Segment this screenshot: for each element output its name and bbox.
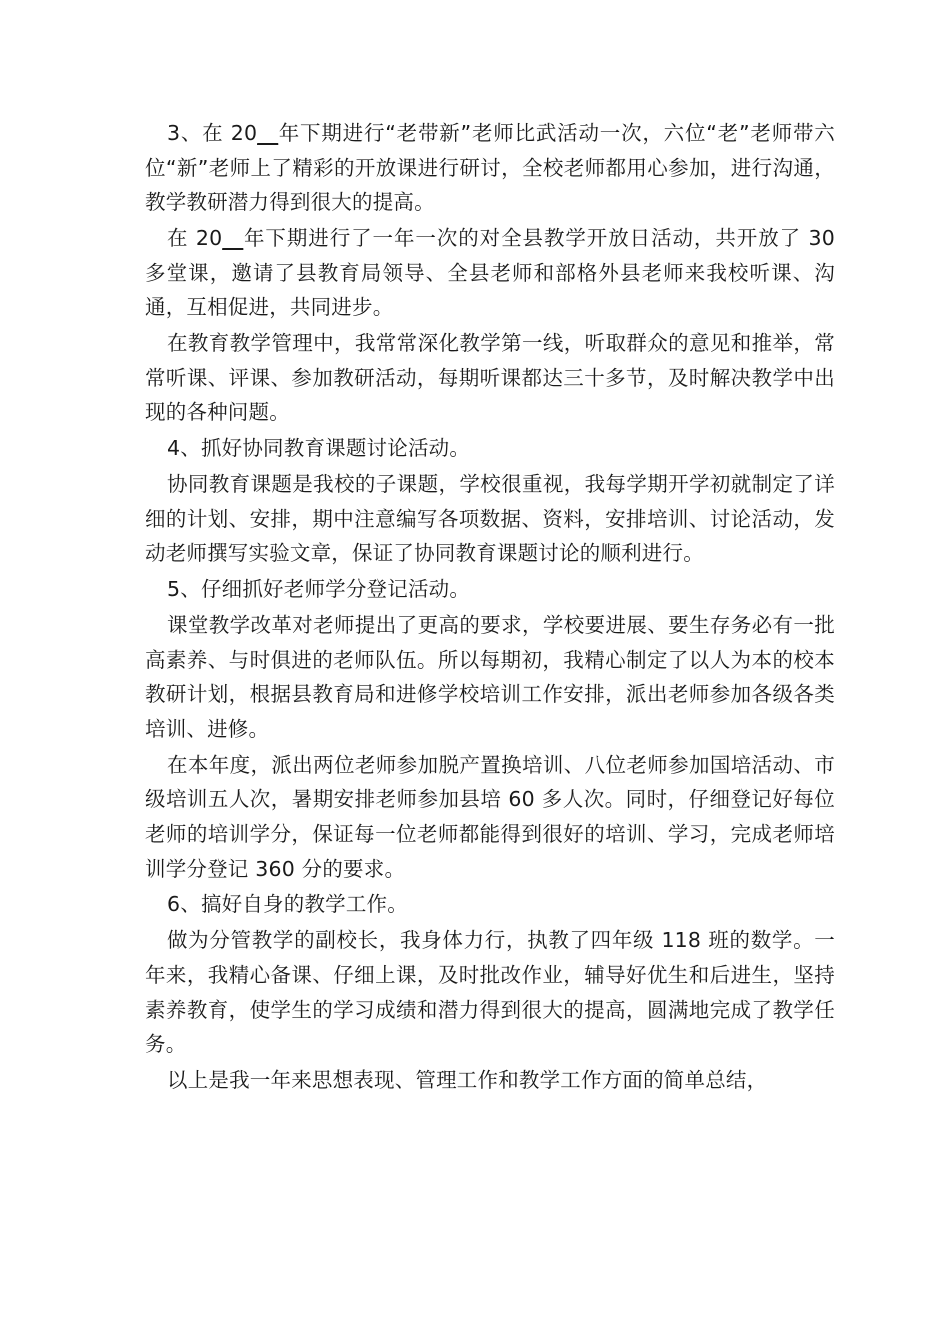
- paragraph-text-rest: 年下期进行了一年一次的对全县教学开放日活动，共开放了 30 多堂课，邀请了县教育局领导、全县老师和部格外县老师来我校听课、沟通，互相促进，共同进步。: [145, 226, 835, 320]
- document-body: [145, 116, 835, 1098]
- paragraph-research-topic: 协同教育课题是我校的子课题，学校很重视，我每学期开学初就制定了详细的计划、安排，期中注意编写各项数据、资料，安排培训、讨论活动，发动老师撰写实验文章，保证了协同教育课题讨论的顺利进行。: [145, 472, 835, 566]
- paragraph-text-lead: 3、在 20: [167, 121, 258, 145]
- paragraph-teacher-competition: [145, 116, 835, 220]
- paragraph-summary: 以上是我一年来思想表现、管理工作和教学工作方面的简单总结，: [167, 1068, 768, 1092]
- year-blank: __: [257, 121, 279, 145]
- year-blank: __: [222, 226, 244, 251]
- heading-item-4: 4、抓好协同教育课题讨论活动。: [167, 436, 471, 461]
- paragraph-management: 在教育教学管理中，我常常深化教学第一线，听取群众的意见和推举，常常听课、评课、参加教研活动，每期听课都达三十多节，及时解决教学中出现的各种问题。: [145, 331, 835, 425]
- heading-item-5: 5、仔细抓好老师学分登记活动。: [167, 577, 471, 602]
- paragraph-training: 在本年度，派出两位老师参加脱产置换培训、八位老师参加国培活动、市级培训五人次，暑期安排老师参加县培 60 多人次。同时，仔细登记好每位老师的培训学分，保证每一位老师都能得到很好的培训、学习，完成老师培训学分登记 360 分的要求。: [145, 752, 835, 881]
- paragraph-open-day: [145, 221, 835, 325]
- paragraph-teaching-reform: 课堂教学改革对老师提出了更高的要求，学校要进展、要生存务必有一批高素养、与时俱进的老师队伍。所以每期初，我精心制定了以人为本的校本教研计划，根据县教育局和进修学校培训工作安排，派出老师参加各级各类培训、进修。: [145, 613, 835, 741]
- heading-item-6: 6、搞好自身的教学工作。: [167, 892, 408, 917]
- paragraph-own-teaching: 做为分管教学的副校长，我身体力行，执教了四年级 118 班的数学。一年来，我精心备课、仔细上课，及时批改作业，辅导好优生和后进生，坚持素养教育，使学生的学习成绩和潜力得到很大的提高，圆满地完成了教学任务。: [145, 928, 835, 1057]
- paragraph-text-rest: 年下期进行“老带新”老师比武活动一次，六位“老”老师带六位“新”老师上了精彩的开放课进行研讨，全校老师都用心参加，进行沟通，教学教研潜力得到很大的提高。: [145, 121, 835, 215]
- paragraph-text-lead: 在 20: [167, 226, 223, 251]
